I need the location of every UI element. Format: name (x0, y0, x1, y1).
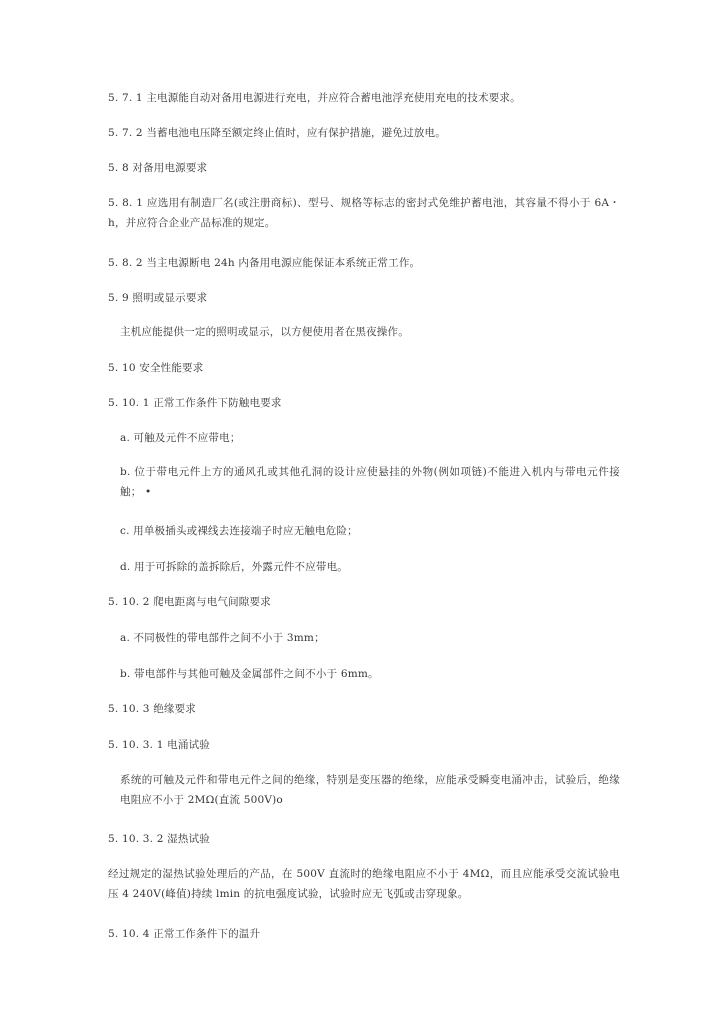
item-5-10-1-b: b. 位于带电元件上方的通风孔或其他孔洞的设计应使悬挂的外物(例如项链)不能进入机内与带电元件接触； • (120, 466, 620, 498)
paragraph-5-10-3-1-body: 系统的可触及元件和带电元件之间的绝缘，特别是变压器的绝缘，应能承受瞬变电涌冲击，试验后，绝缘电阻应不小于 2MΩ(直流 500V)o (120, 774, 620, 806)
paragraph-5-8-2: 5. 8. 2 当主电源断电 24h 内备用电源应能保证本系统正常工作。 (108, 257, 421, 269)
heading-5-10-3-1: 5. 10. 3. 1 电涌试验 (108, 739, 210, 751)
item-5-10-2-a: a. 不同极性的带电部件之间不小于 3mm； (120, 632, 325, 644)
paragraph-5-7-2: 5. 7. 2 当蓄电池电压降至额定终止值时，应有保护措施，避免过放电。 (108, 127, 446, 139)
paragraph-5-9-body: 主机应能提供一定的照明或显示，以方便使用者在黑夜操作。 (120, 326, 409, 338)
heading-5-10: 5. 10 安全性能要求 (108, 362, 204, 374)
item-5-10-1-d: d. 用于可拆除的盖拆除后，外露元件不应带电。 (120, 561, 348, 573)
heading-5-10-1: 5. 10. 1 正常工作条件下防触电要求 (108, 397, 282, 409)
paragraph-5-10-3-2-body: 经过规定的湿热试验处理后的产品，在 500V 直流时的绝缘电阻应不小于 4MΩ，而且应能承受交流试验电压 4 240V(峰值)持续 lmin 的抗电强度试验，试验时应无飞弧或击穿现象。 (108, 868, 620, 900)
heading-5-10-3: 5. 10. 3 绝缘要求 (108, 703, 197, 715)
heading-5-9: 5. 9 照明或显示要求 (108, 292, 208, 304)
heading-5-8: 5. 8 对备用电源要求 (108, 162, 208, 174)
paragraph-5-7-1: 5. 7. 1 主电源能自动对备用电源进行充电，并应符合蓄电池浮充使用充电的技术要求。 (108, 92, 521, 104)
item-5-10-1-c: c. 用单极插头或裸线去连接端子时应无触电危险； (120, 525, 358, 537)
paragraph-5-8-1: 5. 8. 1 应选用有制造厂名(或注册商标)、型号、规格等标志的密封式免维护蓄电池，其容量不得小于 6A・h，并应符合企业产品标准的规定。 (108, 197, 620, 229)
heading-5-10-3-2: 5. 10. 3. 2 湿热试验 (108, 833, 210, 845)
heading-5-10-4: 5. 10. 4 正常工作条件下的温升 (108, 928, 261, 940)
heading-5-10-2: 5. 10. 2 爬电距离与电气间隙要求 (108, 596, 271, 608)
item-5-10-2-b: b. 带电部件与其他可触及金属部件之间不小于 6mm。 (120, 668, 379, 680)
item-5-10-1-a: a. 可触及元件不应带电； (120, 432, 241, 444)
